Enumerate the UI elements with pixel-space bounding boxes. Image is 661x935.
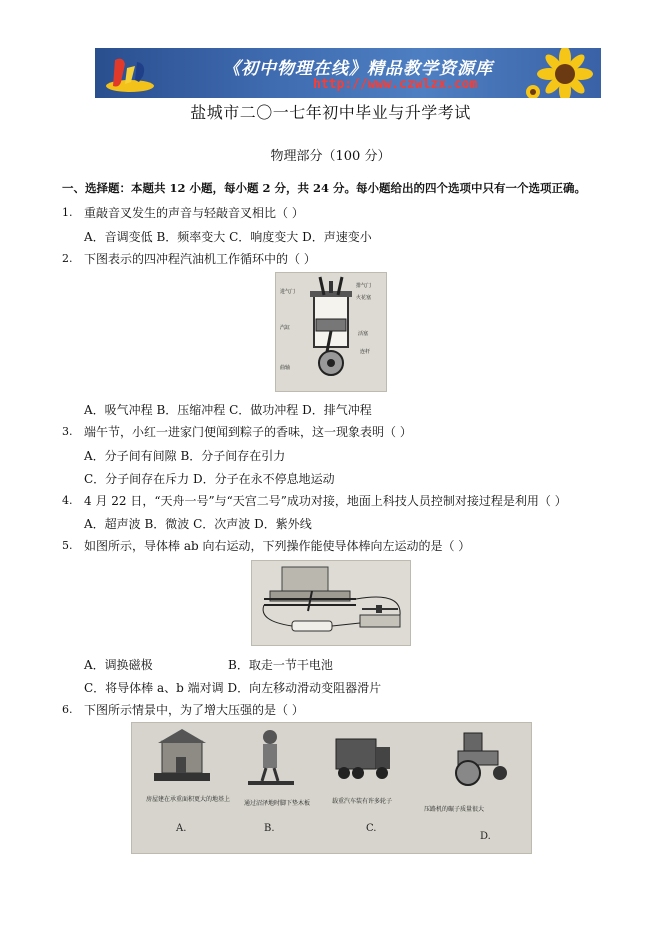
engine-figure xyxy=(275,272,387,392)
label-intake-valve: 进气门 xyxy=(280,289,296,295)
question-text: 下图表示的四冲程汽油机工作循环中的（ ） xyxy=(84,252,316,266)
logo-icon xyxy=(103,52,157,94)
question-text: 端午节，小红一进家门便闻到粽子的香味，这一现象表明（ ） xyxy=(84,425,412,439)
question-options: A．调换磁极 xyxy=(84,658,153,672)
exam-title: 盐城市二〇一七年初中毕业与升学考试 xyxy=(190,103,471,122)
circuit-figure xyxy=(251,560,411,646)
question-number: 2. xyxy=(62,252,73,265)
question-text: 4 月 22 日，“天舟一号”与“天宫二号”成功对接，地面上科技人员控制对接过程是利用（ ） xyxy=(84,494,567,508)
pressure-figure xyxy=(131,722,532,854)
question-text: 如图所示，导体棒 ab 向右运动，下列操作能使导体棒向左运动的是（ ） xyxy=(84,539,471,553)
sunflower-icon xyxy=(525,48,595,98)
label-cylinder: 汽缸 xyxy=(280,325,291,331)
panel-letter-a: A. xyxy=(176,823,187,834)
question-options: A．超声波 B．微波 C．次声波 D．紫外线 xyxy=(84,517,312,531)
caption-d: 压路机的碾子质量很大 xyxy=(424,806,485,813)
panel-letter-d: D. xyxy=(480,831,491,842)
question-number: 3. xyxy=(62,425,73,438)
caption-b: 通过沼泽地时脚下垫木板 xyxy=(244,800,311,807)
question-number: 4. xyxy=(62,494,73,507)
question-number: 1. xyxy=(62,206,73,219)
label-exhaust-valve: 排气门 xyxy=(356,283,372,289)
question-number: 5. xyxy=(62,539,73,552)
exam-subtitle: 物理部分（100 分） xyxy=(270,149,391,164)
panel-letter-b: B. xyxy=(264,823,275,834)
caption-a: 房屋建在承重面积更大的地基上 xyxy=(146,796,231,803)
question-options: B．取走一节干电池 xyxy=(228,658,333,672)
label-piston: 活塞 xyxy=(358,331,369,337)
panel-letter-c: C. xyxy=(366,823,377,834)
header-banner xyxy=(95,48,601,98)
label-crankshaft: 曲轴 xyxy=(280,365,291,371)
question-text: 重敲音叉发生的声音与轻敲音叉相比（ ） xyxy=(84,206,304,220)
banner-title: 《初中物理在线》精品教学资源库 xyxy=(223,59,493,79)
question-number: 6. xyxy=(62,703,73,716)
label-rod: 连杆 xyxy=(360,349,371,355)
question-options: A．音调变低 B．频率变大 C．响度变大 D．声速变小 xyxy=(84,230,372,244)
question-options: A．吸气冲程 B．压缩冲程 C．做功冲程 D．排气冲程 xyxy=(84,403,372,417)
question-options: C．将导体棒 a、b 端对调 D．向左移动滑动变阻器滑片 xyxy=(84,681,382,695)
label-spark-plug: 火花塞 xyxy=(356,295,372,301)
question-options: C．分子间存在斥力 D．分子在永不停息地运动 xyxy=(84,472,335,486)
question-text: 下图所示情景中，为了增大压强的是（ ） xyxy=(84,703,304,717)
caption-c: 载重汽车装有许多轮子 xyxy=(332,798,393,805)
section-heading: 一、选择题：本题共 12 小题，每小题 2 分，共 24 分。每小题给出的四个选项中只有一个选项正确。 xyxy=(62,181,587,195)
question-options: A．分子间有间隙 B．分子间存在引力 xyxy=(84,449,286,463)
banner-url: http://www.czwlzx.com xyxy=(313,77,478,92)
